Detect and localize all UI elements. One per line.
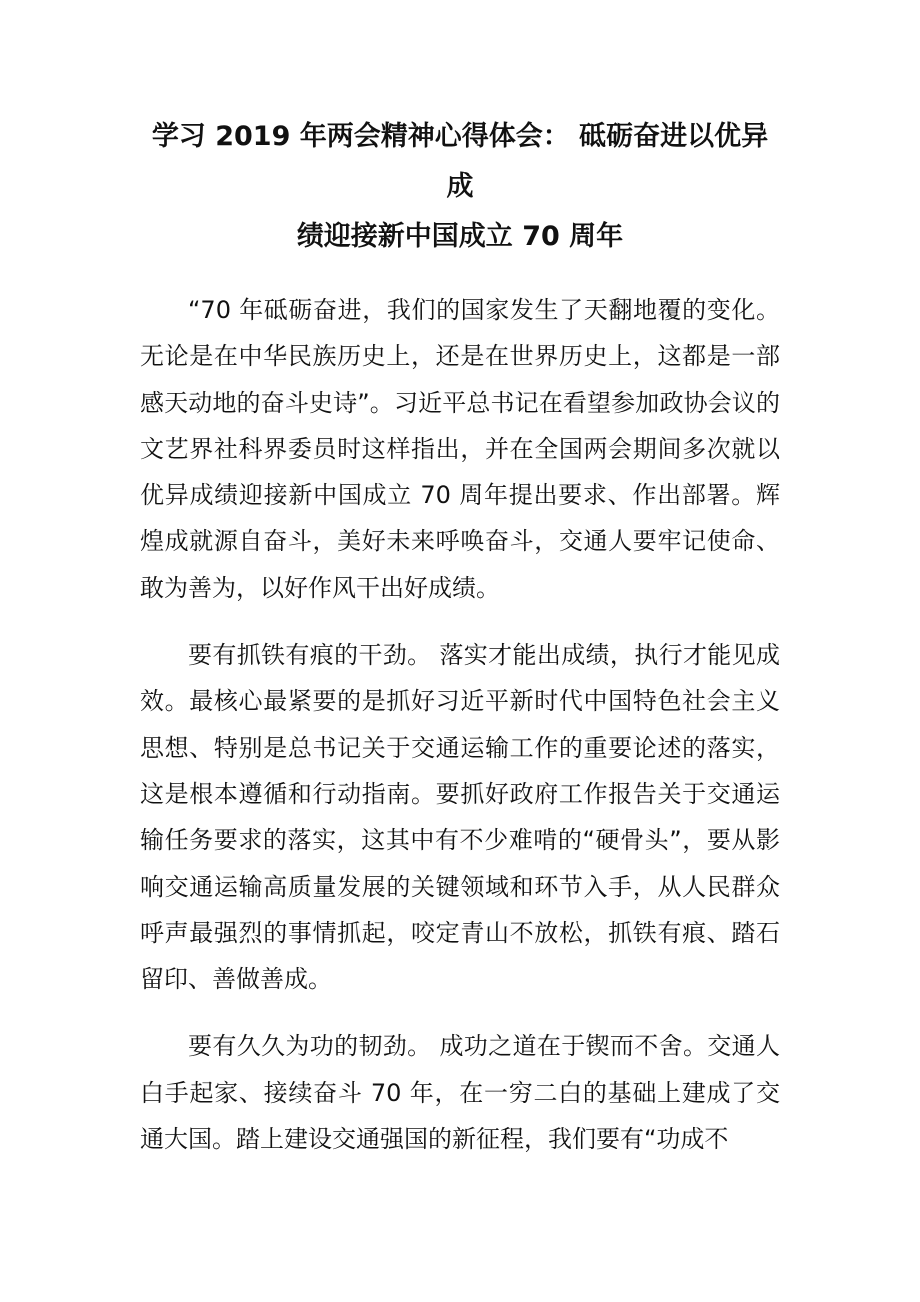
title-line-1: 学习 2019 年两会精神心得体会： 砥砺奋进以优异成 xyxy=(151,121,769,202)
paragraph-persistence: 要有久久为功的韧劲。 成功之道在于锲而不舍。交通人白手起家、接续奋斗 70 年，在一穷二白的基础上建成了交通大国。踏上建设交通强国的新征程，我们要有“功成不 xyxy=(140,1032,780,1154)
paragraph-intro: “70 年砥砺奋进，我们的国家发生了天翻地覆的变化。无论是在中华民族历史上，还是在世界历史上，这都是一部感天动地的奋斗史诗”。习近平总书记在看望参加政协会议的文艺界社科界委员时这样指出，并在全国两会期间多次就以优异成绩迎接新中国成立 70 周年提出要求、作出部署。辉煌成就源自奋斗，美好未来呼唤奋斗，交通人要牢记使命、敢为善为，以好作风干出好成绩。 xyxy=(140,296,780,602)
title-line-2: 绩迎接新中国成立 70 周年 xyxy=(296,221,624,252)
document-title xyxy=(140,112,780,262)
paragraph-drive: 要有抓铁有痕的干劲。 落实才能出成绩，执行才能见成效。最核心最紧要的是抓好习近平新时代中国特色社会主义思想、特别是总书记关于交通运输工作的重要论述的落实，这是根本遵循和行动指南。要抓好政府工作报告关于交通运输任务要求的落实，这其中有不少难啃的“硬骨头”，要从影响交通运输高质量发展的关键领域和环节入手，从人民群众呼声最强烈的事情抓起，咬定青山不放松，抓铁有痕、踏石留印、善做善成。 xyxy=(140,641,780,994)
document-body xyxy=(140,287,780,1183)
